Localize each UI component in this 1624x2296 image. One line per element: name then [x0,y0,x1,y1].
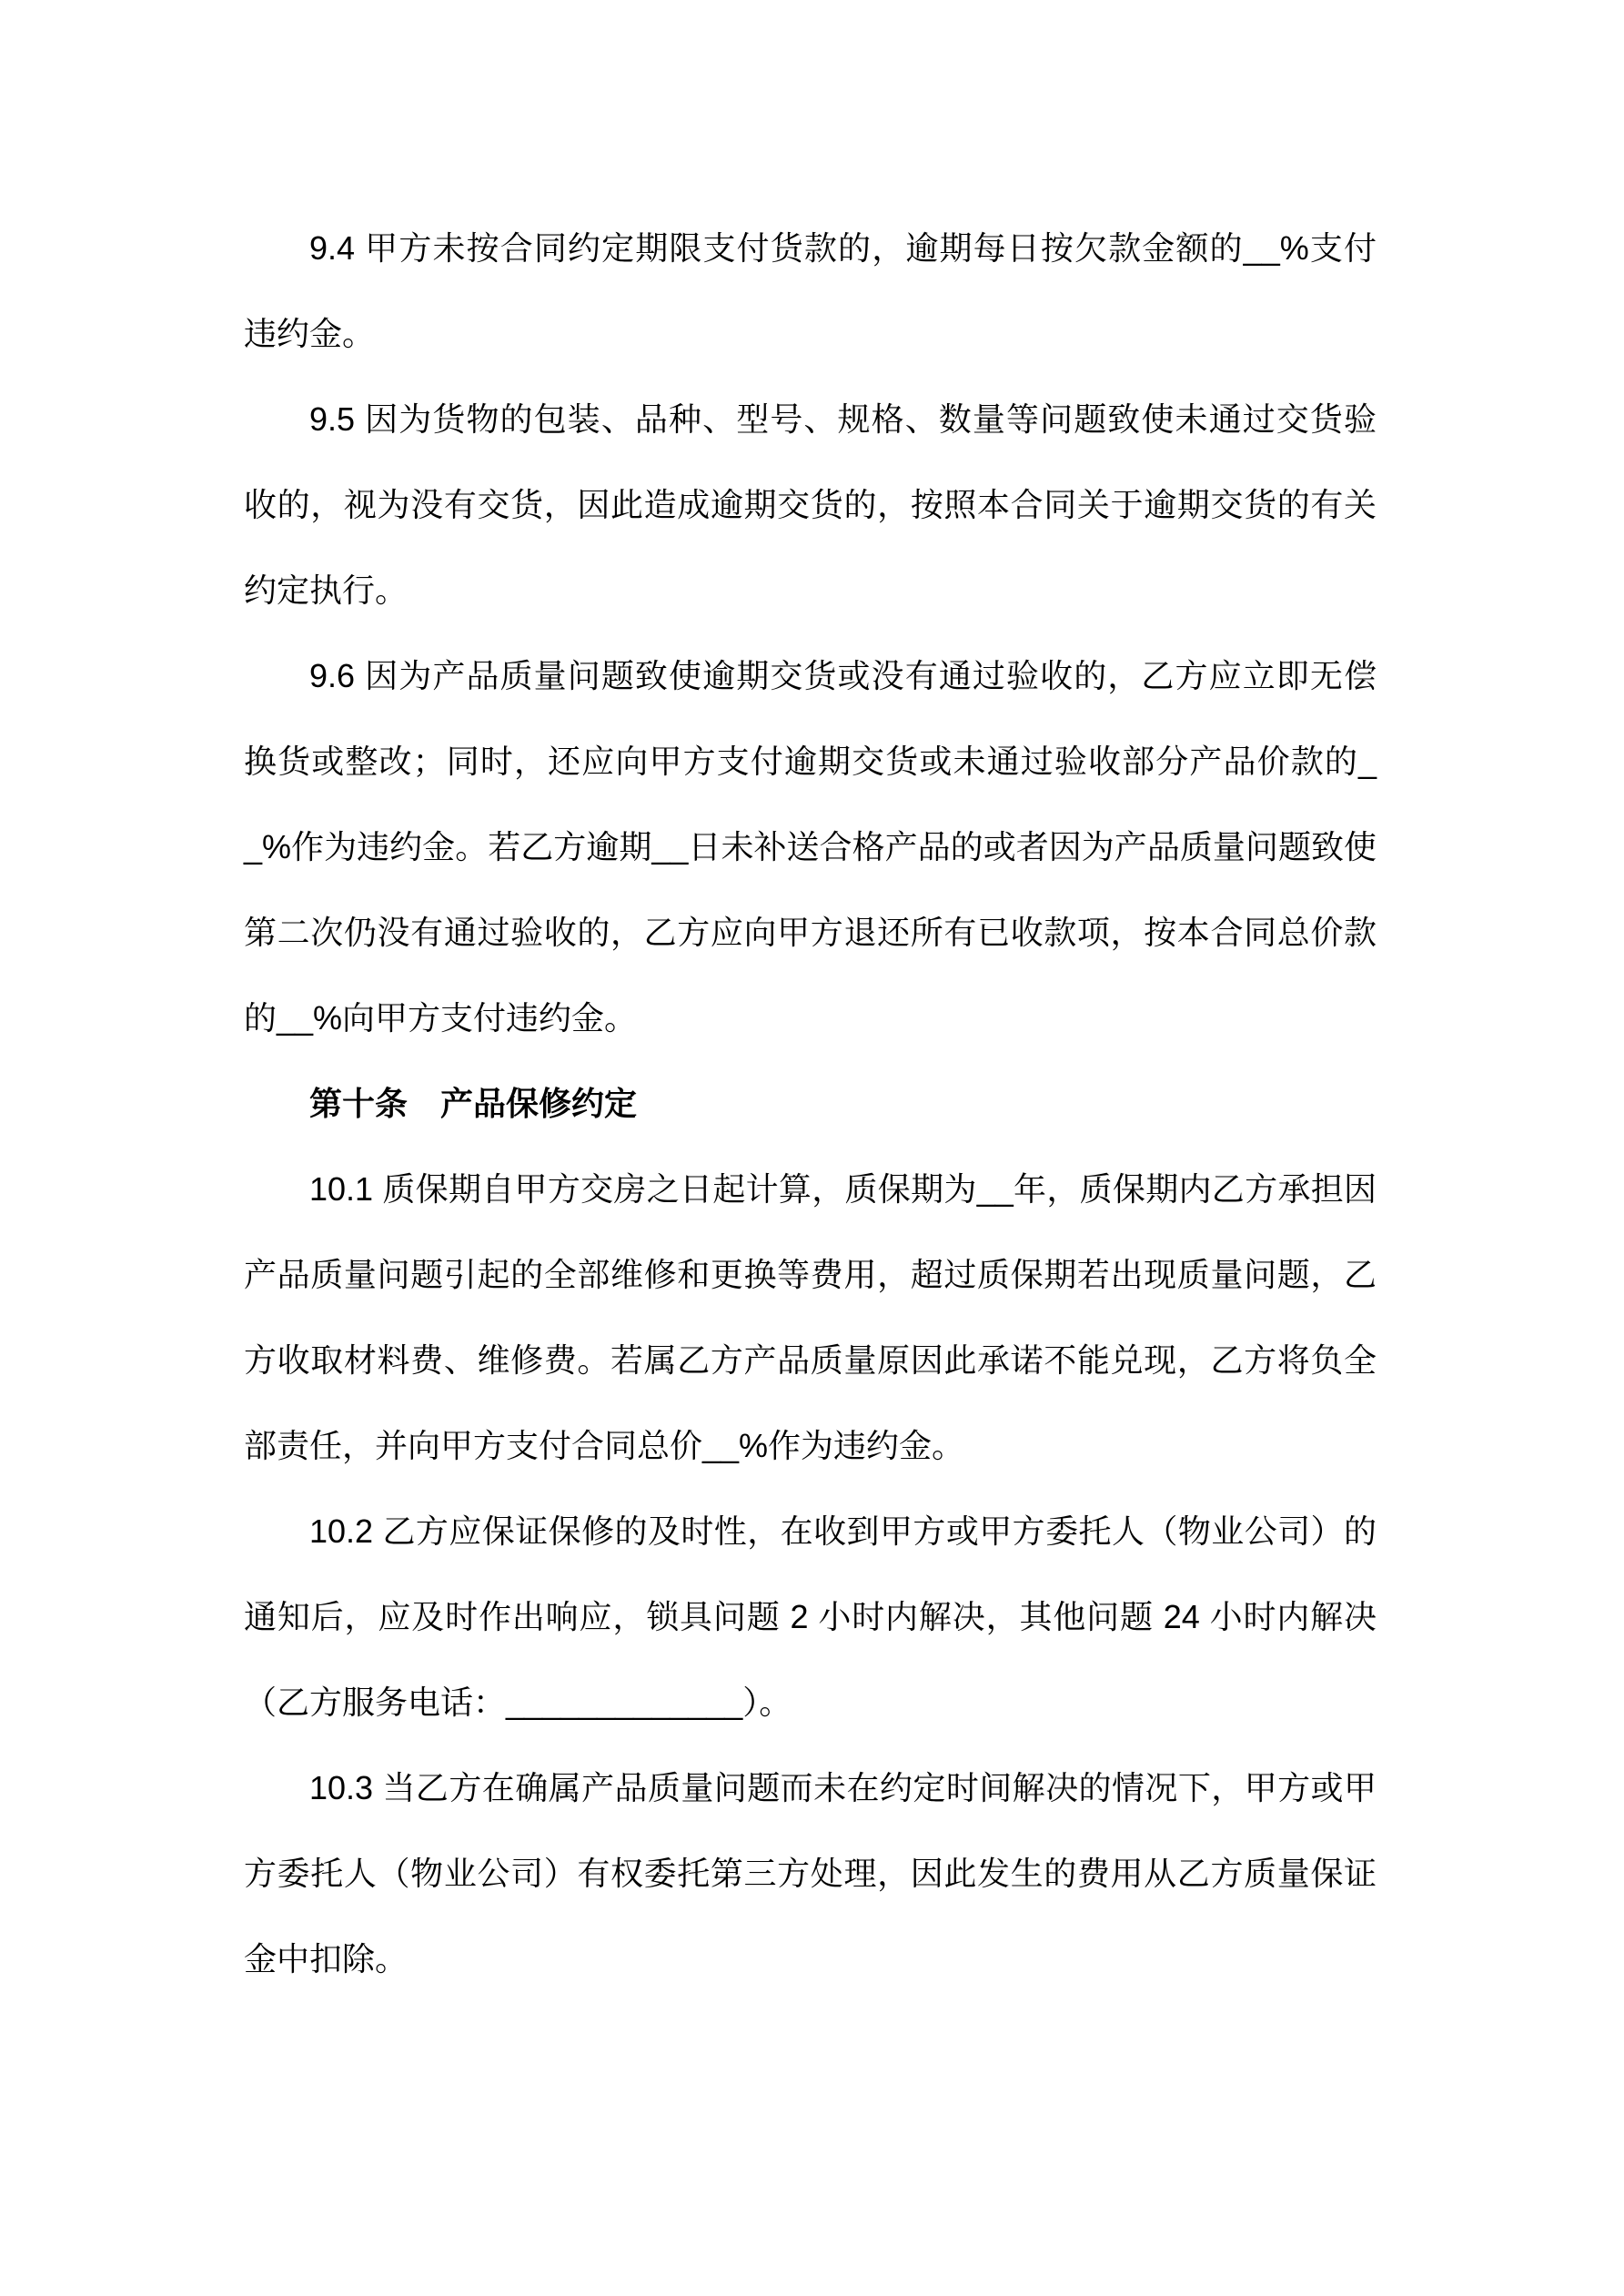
clause-10-3: 10.3 当乙方在确属产品质量问题而未在约定时间解决的情况下，甲方或甲方委托人（物业公司）有权委托第三方处理，因此发生的费用从乙方质量保证金中扣除。 [244,1769,1377,1977]
clause-10-2: 10.2 乙方应保证保修的及时性，在收到甲方或甲方委托人（物业公司）的通知后，应及时作出响应，锁具问题 2 小时内解决，其他问题 24 小时内解决（乙方服务电话：_____________）。 [244,1512,1377,1721]
clause-9-5: 9.5 因为货物的包装、品种、型号、规格、数量等问题致使未通过交货验收的，视为没有交货，因此造成逾期交货的，按照本合同关于逾期交货的有关约定执行。 [244,400,1377,609]
clause-9-4: 9.4 甲方未按合同约定期限支付货款的，逾期每日按欠款金额的__%支付违约金。 [244,229,1377,352]
article-10-heading: 第十条 产品保修约定 [309,1085,638,1122]
clause-10-1: 10.1 质保期自甲方交房之日起计算，质保期为__年，质保期内乙方承担因产品质量问题引起的全部维修和更换等费用，超过质保期若出现质量问题，乙方收取材料费、维修费。若属乙方产品质量原因此承诺不能兑现，乙方将负全部责任，并向甲方支付合同总价__%作为违约金。 [244,1170,1377,1464]
clause-9-6: 9.6 因为产品质量问题致使逾期交货或没有通过验收的，乙方应立即无偿换货或整改；同时，还应向甲方支付逾期交货或未通过验收部分产品价款的__%作为违约金。若乙方逾期__日未补送合格产品的或者因为产品质量问题致使第二次仍没有通过验收的，乙方应向甲方退还所有已收款项，按本合同总价款的__%向甲方支付违约金。 [244,657,1377,1037]
